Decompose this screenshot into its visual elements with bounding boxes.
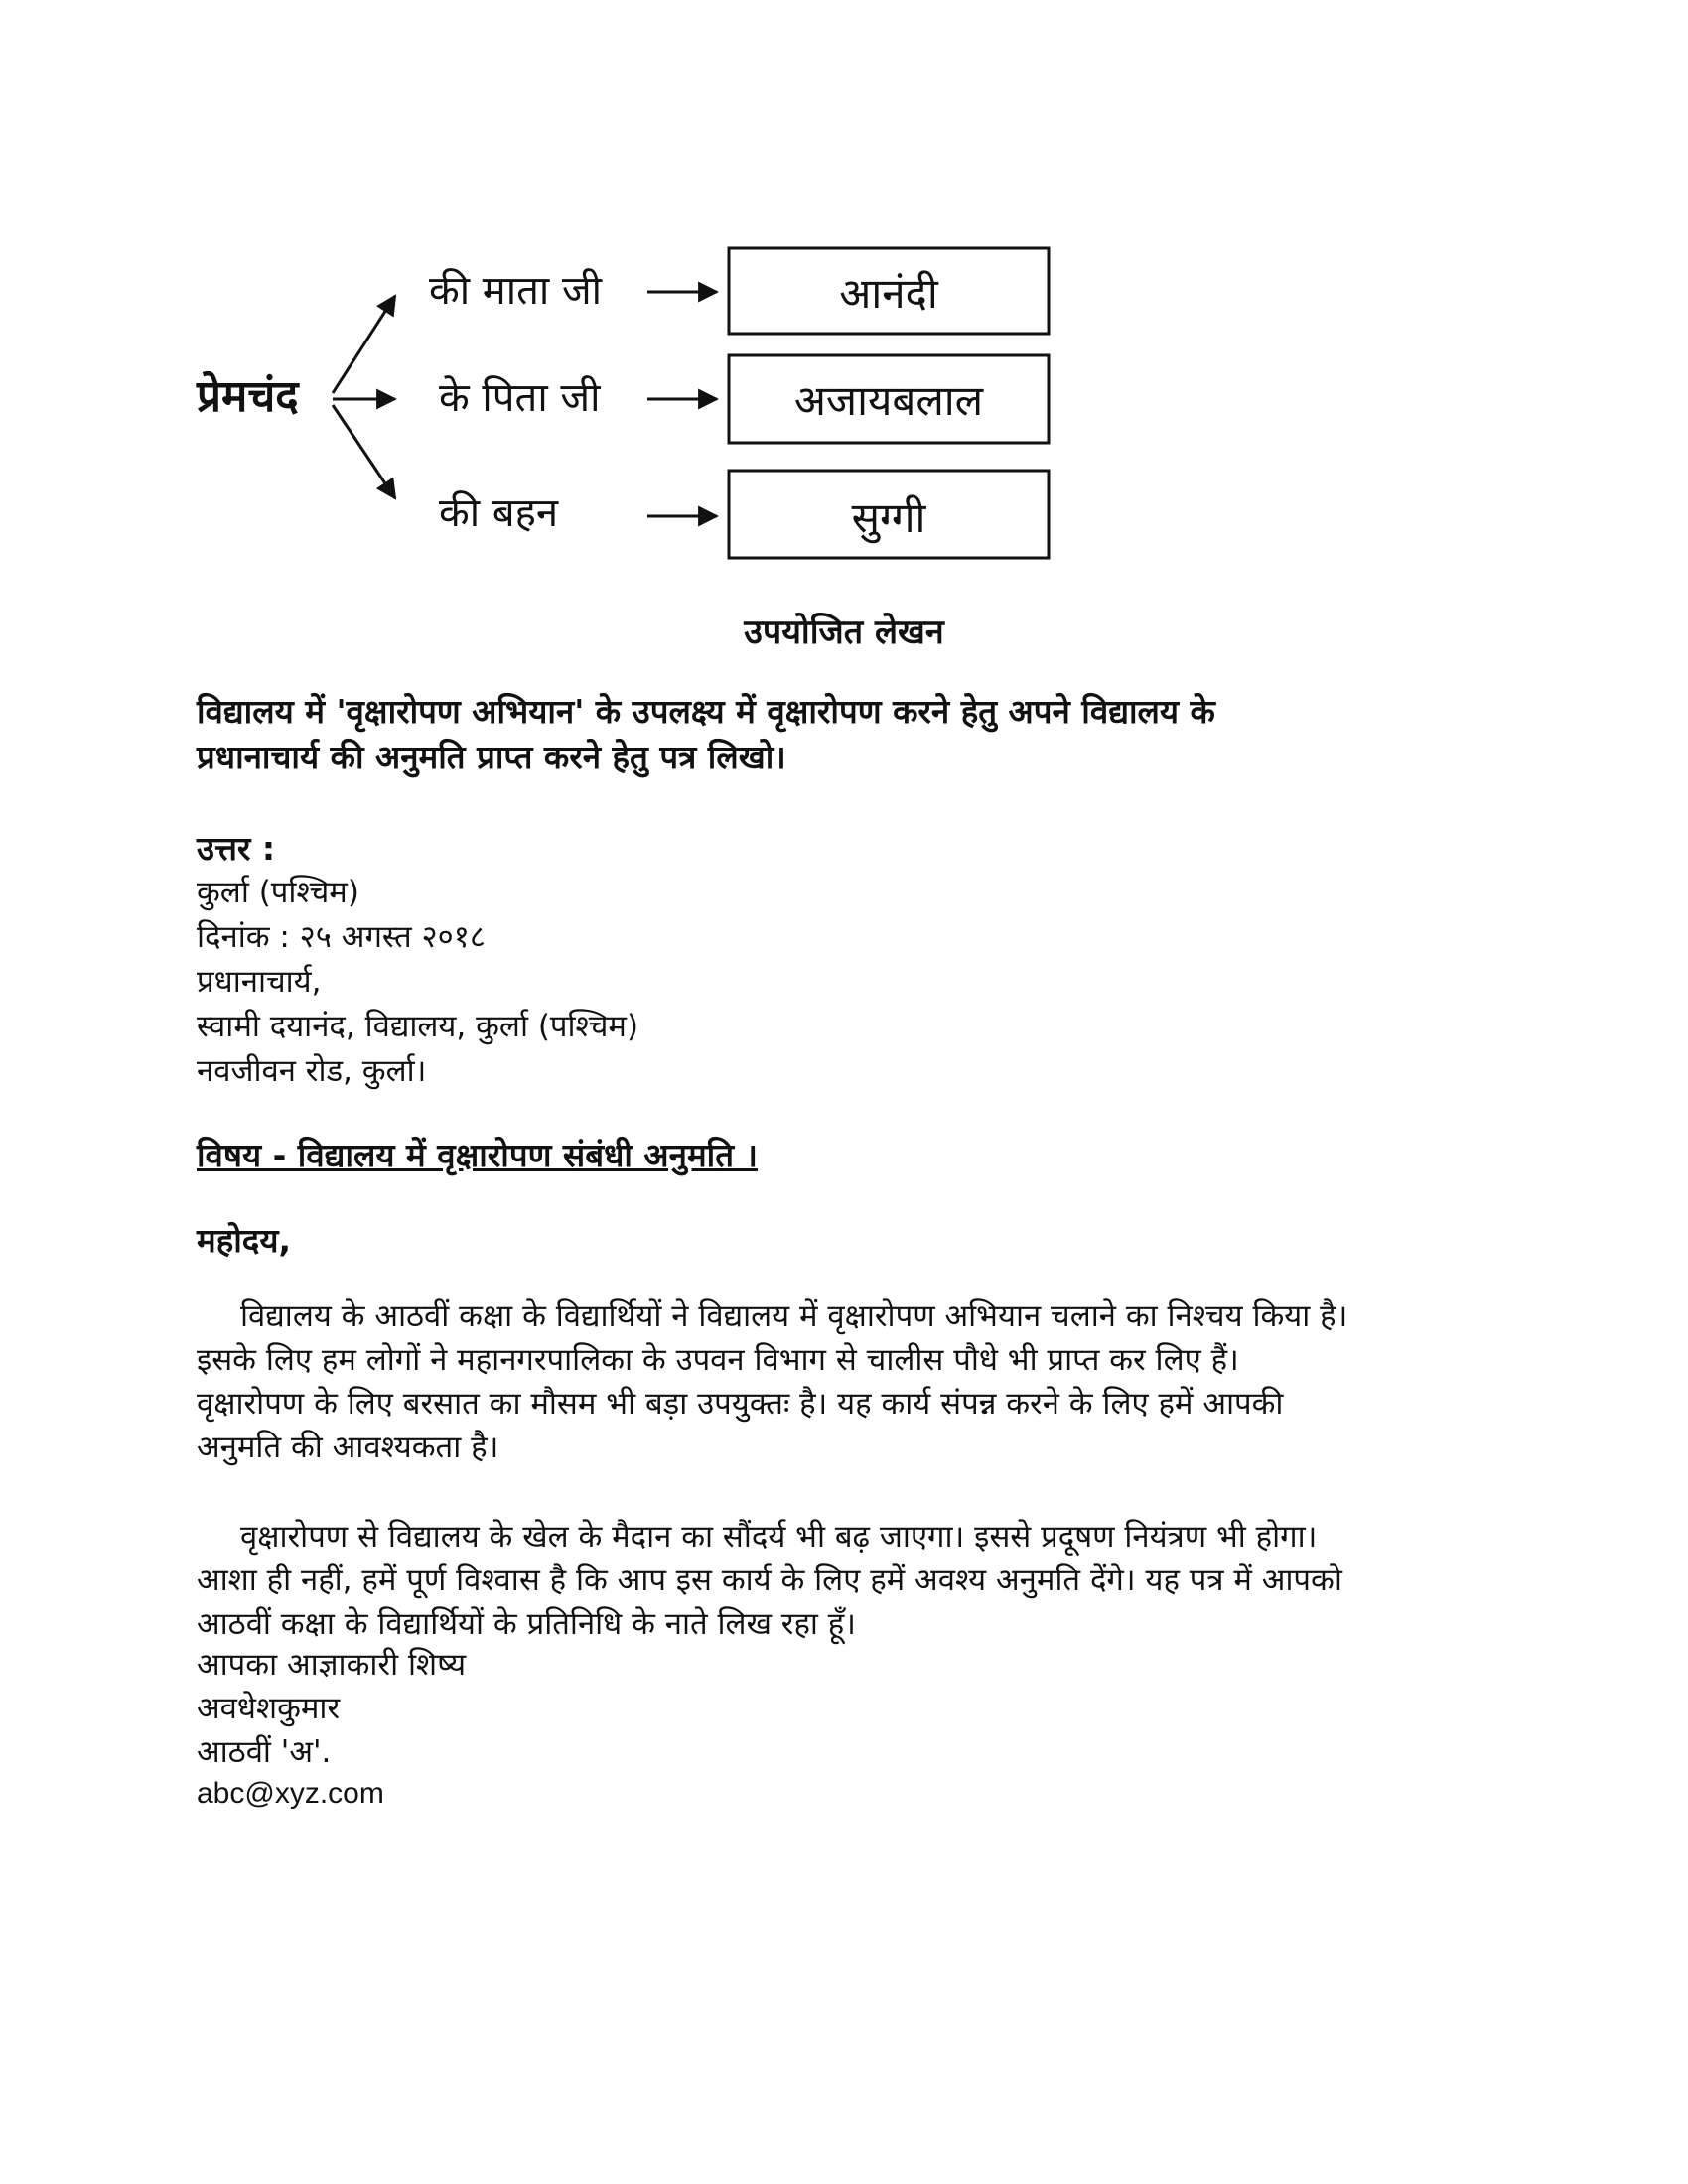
answer-label: उत्तर :	[197, 829, 276, 868]
relation-label-mother: की माता जी	[429, 268, 602, 314]
question-text	[197, 689, 1507, 780]
recipient-title: प्रधानाचार्य,	[197, 964, 322, 1000]
recipient-road: नवजीवन रोड, कुर्ला।	[197, 1053, 427, 1089]
letter-subject: विषय - विद्यालय में वृक्षारोपण संबंधी अनुमति ।	[197, 1136, 759, 1174]
relation-label-sister: की बहन	[439, 490, 559, 536]
recipient-school: स्वामी दयानंद, विद्यालय, कुर्ला (पश्चिम)	[197, 1009, 639, 1044]
section-heading: उपयोजित लेखन	[744, 613, 944, 652]
paragraph-line: आशा ही नहीं, हमें पूर्ण विश्वास है कि आप इस कार्य के लिए हमें अवश्य अनुमति देंगे। यह पत्र में आपको	[197, 1563, 1342, 1598]
closing-phrase: आपका आज्ञाकारी शिष्य	[197, 1647, 467, 1683]
relation-label-father: के पिता जी	[439, 375, 601, 421]
paragraph-line: वृक्षारोपण के लिए बरसात का मौसम भी बड़ा उपयुक्तः है। यह कार्य संपन्न करने के लिए हमें आपकी	[197, 1386, 1284, 1422]
name-father: अजायबलाल	[793, 376, 984, 425]
sender-class: आठवीं 'अ'.	[197, 1734, 332, 1770]
name-mother: आनंदी	[839, 269, 938, 318]
letter-date: दिनांक : २५ अगस्त २०१८	[197, 919, 486, 955]
salutation: महोदय,	[197, 1221, 292, 1260]
sender-email: abc@xyz.com	[197, 1777, 384, 1810]
body-paragraph-1	[197, 1295, 1487, 1469]
diagram-root-label: प्रेमचंद	[197, 371, 299, 422]
branch-arrow-up	[333, 296, 395, 393]
paragraph-line: अनुमति की आवश्यकता है।	[197, 1430, 499, 1465]
question-line: प्रधानाचार्य की अनुमति प्राप्त करने हेतु पत्र लिखो।	[197, 738, 786, 776]
sender-place: कुर्ला (पश्चिम)	[197, 875, 359, 910]
paragraph-line: इसके लिए हम लोगों ने महानगरपालिका के उपवन विभाग से चालीस पौधे भी प्राप्त कर लिए हैं।	[197, 1342, 1239, 1378]
body-paragraph-2	[197, 1515, 1487, 1646]
paragraph-line: वृक्षारोपण से विद्यालय के खेल के मैदान का सौंदर्य भी बढ़ जाएगा। इससे प्रदूषण नियंत्रण भी होगा।	[240, 1519, 1318, 1555]
paragraph-line: आठवीं कक्षा के विद्यार्थियों के प्रतिनिधि के नाते लिख रहा हूँ।	[197, 1606, 857, 1642]
letter-header	[197, 826, 638, 1094]
family-diagram	[0, 0, 1688, 596]
letter-closing	[197, 1643, 466, 1774]
branch-arrow-down	[333, 405, 395, 498]
sender-name: अवधेशकुमार	[197, 1691, 341, 1726]
name-sister: सुग्गी	[851, 493, 926, 542]
question-line: विद्यालय में 'वृक्षारोपण अभियान' के उपलक्ष्य में वृक्षारोपण करने हेतु अपने विद्यालय के	[197, 692, 1215, 731]
paragraph-line: विद्यालय के आठवीं कक्षा के विद्यार्थियों ने विद्यालय में वृक्षारोपण अभियान चलाने का निश्चय किया है।	[240, 1298, 1348, 1334]
